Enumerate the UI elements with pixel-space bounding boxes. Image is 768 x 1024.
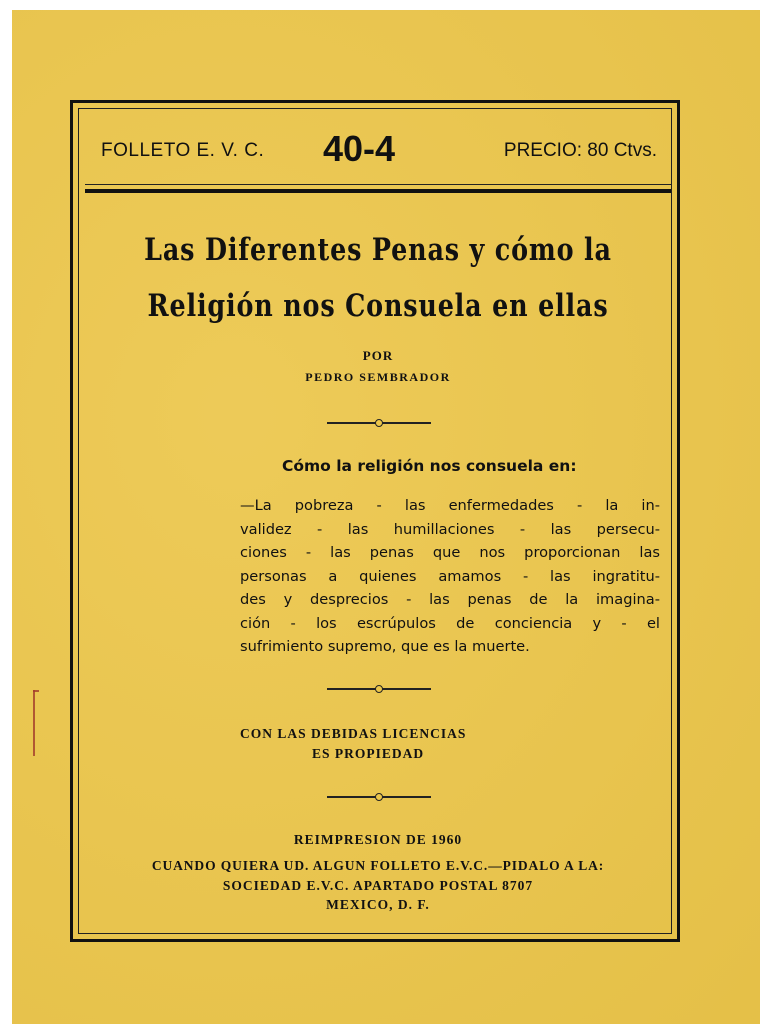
licencias-line-1: CON LAS DEBIDAS LICENCIAS xyxy=(240,726,467,741)
content-line: sufrimiento supremo, que es la muerte. xyxy=(240,638,530,655)
spine-stain-tick xyxy=(33,690,39,692)
ornament-divider-3 xyxy=(327,792,431,802)
footer-line-1: CUANDO QUIERA UD. ALGUN FOLLETO E.V.C.—PIDALO A LA: xyxy=(151,858,605,873)
header-rule-thick xyxy=(85,189,671,193)
ornament-divider-1 xyxy=(327,418,431,428)
author-name: PEDRO SEMBRADOR xyxy=(305,370,451,384)
spine-stain xyxy=(33,690,35,756)
content-line: —La pobreza - las enfermedades - la in- xyxy=(240,497,660,514)
title-line-1: Las Diferentes Penas y cómo la xyxy=(144,232,612,268)
reprint-year: REIMPRESION DE 1960 xyxy=(293,832,463,847)
cover-header xyxy=(85,128,665,178)
title-line-2: Religión nos Consuela en ellas xyxy=(147,288,609,324)
content-heading: Cómo la religión nos consuela en: xyxy=(282,457,577,475)
series-label: FOLLETO E. V. C. xyxy=(101,140,265,161)
content-line: personas a quienes amamos - las ingratitu- xyxy=(240,567,660,585)
ornament-divider-2 xyxy=(327,684,431,694)
footer-line-2: SOCIEDAD E.V.C. APARTADO POSTAL 8707 xyxy=(222,878,534,893)
page-title xyxy=(138,222,619,334)
price-label: PRECIO: 80 Ctvs. xyxy=(503,140,657,161)
header-rule-thin xyxy=(85,184,671,185)
content-line: ción - los escrúpulos de conciencia y - el xyxy=(240,614,660,632)
content-line: des y desprecios - las penas de la imagina- xyxy=(240,591,660,608)
booklet-number: 40-4 xyxy=(323,128,396,169)
licencias-note xyxy=(240,724,466,764)
content-line: ciones - las penas que nos proporcionan las xyxy=(240,544,660,561)
footer-line-3: MEXICO, D. F. xyxy=(326,897,430,912)
content-body xyxy=(240,494,660,659)
content-line: validez - las humillaciones - las persecu- xyxy=(240,520,660,538)
licencias-line-2: ES PROPIEDAD xyxy=(312,746,425,761)
byline-por: POR xyxy=(362,348,394,363)
